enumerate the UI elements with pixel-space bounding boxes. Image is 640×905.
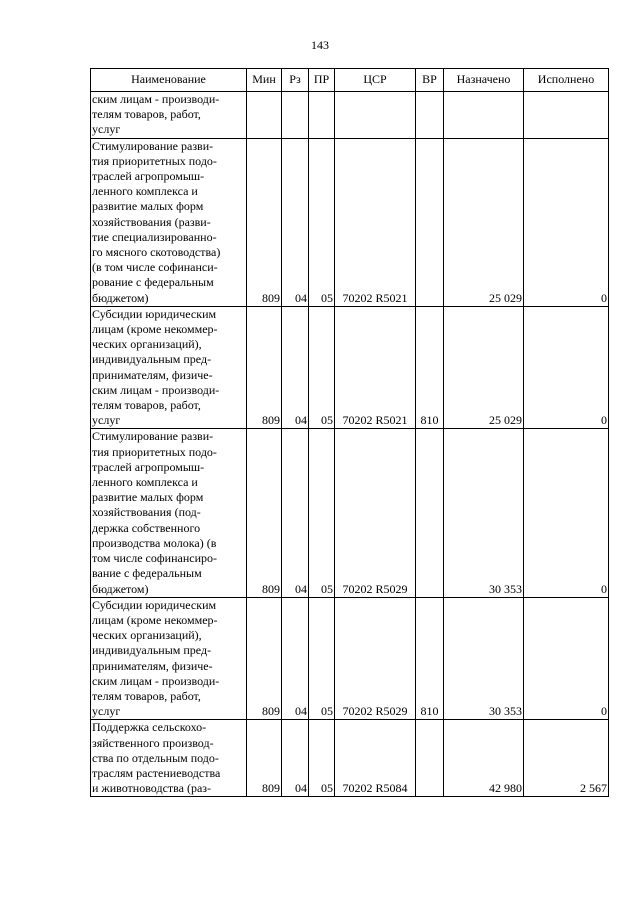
cell-pr: 05 bbox=[309, 597, 335, 720]
row-name-line: Субсидии юридическим bbox=[92, 597, 217, 612]
cell-vr bbox=[416, 429, 444, 597]
row-name-line: лицам (кроме некоммер- bbox=[92, 612, 218, 627]
row-name-line: принимателям, физиче- bbox=[92, 658, 213, 673]
row-name-line: тия приоритетных подо- bbox=[92, 153, 217, 168]
cell-vr bbox=[416, 720, 444, 797]
cell-pr: 05 bbox=[309, 306, 335, 429]
cell-executed bbox=[524, 92, 609, 139]
row-name-line: индивидуальным пред- bbox=[92, 352, 212, 367]
row-name-line: услуг bbox=[92, 704, 121, 719]
cell-csr: 70202 R5084 bbox=[335, 720, 416, 797]
row-name-line: Стимулирование разви- bbox=[92, 429, 214, 444]
row-name-line: телям товаров, работ, bbox=[92, 107, 201, 122]
row-name-cell bbox=[91, 306, 247, 429]
row-name-line: ским лицам - производи- bbox=[92, 382, 220, 397]
page-number: 143 bbox=[311, 38, 329, 52]
budget-table bbox=[90, 68, 609, 797]
row-name-line: рование с федеральным bbox=[92, 275, 214, 290]
row-name-line: лицам (кроме некоммер- bbox=[92, 322, 218, 337]
cell-vr bbox=[416, 92, 444, 139]
row-name-line: услуг bbox=[92, 122, 121, 137]
table-body bbox=[91, 92, 609, 797]
cell-min: 809 bbox=[247, 597, 282, 720]
table-header-row bbox=[91, 69, 609, 92]
row-name-line: тие специализированно- bbox=[92, 229, 217, 244]
row-name-line: услуг bbox=[92, 413, 121, 428]
cell-csr: 70202 R5029 bbox=[335, 597, 416, 720]
cell-rz bbox=[282, 92, 309, 139]
cell-assigned: 25 029 bbox=[444, 138, 524, 306]
row-name-line: Стимулирование разви- bbox=[92, 138, 214, 153]
cell-pr: 05 bbox=[309, 138, 335, 306]
row-name-line: вание с федеральным bbox=[92, 566, 202, 581]
cell-csr: 70202 R5021 bbox=[335, 138, 416, 306]
row-name-line: хозяйствования (разви- bbox=[92, 214, 211, 229]
cell-executed: 0 bbox=[524, 138, 609, 306]
row-name-line: принимателям, физиче- bbox=[92, 367, 213, 382]
row-name-line: хозяйствования (под- bbox=[92, 505, 201, 520]
row-name-line: ленного комплекса и bbox=[92, 184, 198, 199]
column-header: Мин bbox=[247, 69, 282, 92]
table-row bbox=[91, 720, 609, 797]
row-name-line: производства молока) (в bbox=[92, 535, 217, 550]
row-name-line: бюджетом) bbox=[92, 581, 149, 596]
cell-rz: 04 bbox=[282, 597, 309, 720]
cell-min: 809 bbox=[247, 429, 282, 597]
table-row bbox=[91, 138, 609, 306]
cell-assigned: 42 980 bbox=[444, 720, 524, 797]
cell-assigned: 30 353 bbox=[444, 597, 524, 720]
row-name-line: Субсидии юридическим bbox=[92, 306, 217, 321]
row-name-line: ства по отдельным подо- bbox=[92, 750, 219, 765]
cell-vr: 810 bbox=[416, 597, 444, 720]
table-row bbox=[91, 429, 609, 597]
column-header: Рз bbox=[282, 69, 309, 92]
table-row bbox=[91, 597, 609, 720]
row-name-line: ческих организаций), bbox=[92, 337, 202, 352]
cell-min: 809 bbox=[247, 138, 282, 306]
row-name-line: Поддержка сельскохо- bbox=[92, 720, 207, 735]
row-name-line: бюджетом) bbox=[92, 290, 149, 305]
cell-executed: 0 bbox=[524, 597, 609, 720]
row-name-line: траслям растениеводства bbox=[92, 765, 221, 780]
row-name-line: телям товаров, работ, bbox=[92, 398, 201, 413]
cell-min: 809 bbox=[247, 306, 282, 429]
cell-pr: 05 bbox=[309, 720, 335, 797]
row-name-line: том числе софинансиро- bbox=[92, 551, 217, 566]
cell-pr: 05 bbox=[309, 429, 335, 597]
cell-assigned: 25 029 bbox=[444, 306, 524, 429]
row-name-cell bbox=[91, 720, 247, 797]
cell-rz: 04 bbox=[282, 720, 309, 797]
row-name-line: и животноводства (раз- bbox=[92, 781, 212, 796]
row-name-cell bbox=[91, 138, 247, 306]
cell-csr: 70202 R5021 bbox=[335, 306, 416, 429]
column-header: ВР bbox=[416, 69, 444, 92]
column-header: Исполнено bbox=[524, 69, 609, 92]
cell-vr: 810 bbox=[416, 306, 444, 429]
cell-pr bbox=[309, 92, 335, 139]
row-name-line: ским лицам - производи- bbox=[92, 92, 220, 106]
table-row bbox=[91, 306, 609, 429]
cell-vr bbox=[416, 138, 444, 306]
column-header: Назначено bbox=[444, 69, 524, 92]
row-name-cell bbox=[91, 429, 247, 597]
cell-executed: 0 bbox=[524, 306, 609, 429]
row-name-line: ским лицам - производи- bbox=[92, 673, 220, 688]
column-header: ЦСР bbox=[335, 69, 416, 92]
row-name-line: телям товаров, работ, bbox=[92, 688, 201, 703]
cell-min: 809 bbox=[247, 720, 282, 797]
row-name-line: держка собственного bbox=[92, 520, 201, 535]
row-name-line: го мясного скотоводства) bbox=[92, 245, 221, 260]
row-name-line: ческих организаций), bbox=[92, 628, 202, 643]
table-row bbox=[91, 92, 609, 139]
column-header: Наименование bbox=[91, 69, 247, 92]
cell-assigned: 30 353 bbox=[444, 429, 524, 597]
row-name-line: ленного комплекса и bbox=[92, 475, 198, 490]
cell-csr bbox=[335, 92, 416, 139]
column-header: ПР bbox=[309, 69, 335, 92]
row-name-line: траслей агропромыш- bbox=[92, 169, 205, 184]
cell-csr: 70202 R5029 bbox=[335, 429, 416, 597]
cell-rz: 04 bbox=[282, 138, 309, 306]
row-name-line: развитие малых форм bbox=[92, 199, 204, 214]
cell-rz: 04 bbox=[282, 306, 309, 429]
row-name-cell bbox=[91, 92, 247, 139]
row-name-line: индивидуальным пред- bbox=[92, 643, 212, 658]
cell-assigned bbox=[444, 92, 524, 139]
row-name-cell bbox=[91, 597, 247, 720]
row-name-line: (в том числе софинанси- bbox=[92, 260, 218, 275]
cell-executed: 2 567 bbox=[524, 720, 609, 797]
row-name-line: тия приоритетных подо- bbox=[92, 444, 217, 459]
cell-rz: 04 bbox=[282, 429, 309, 597]
cell-min bbox=[247, 92, 282, 139]
row-name-line: траслей агропромыш- bbox=[92, 459, 205, 474]
row-name-line: зяйственного производ- bbox=[92, 735, 214, 750]
cell-executed: 0 bbox=[524, 429, 609, 597]
row-name-line: развитие малых форм bbox=[92, 490, 204, 505]
